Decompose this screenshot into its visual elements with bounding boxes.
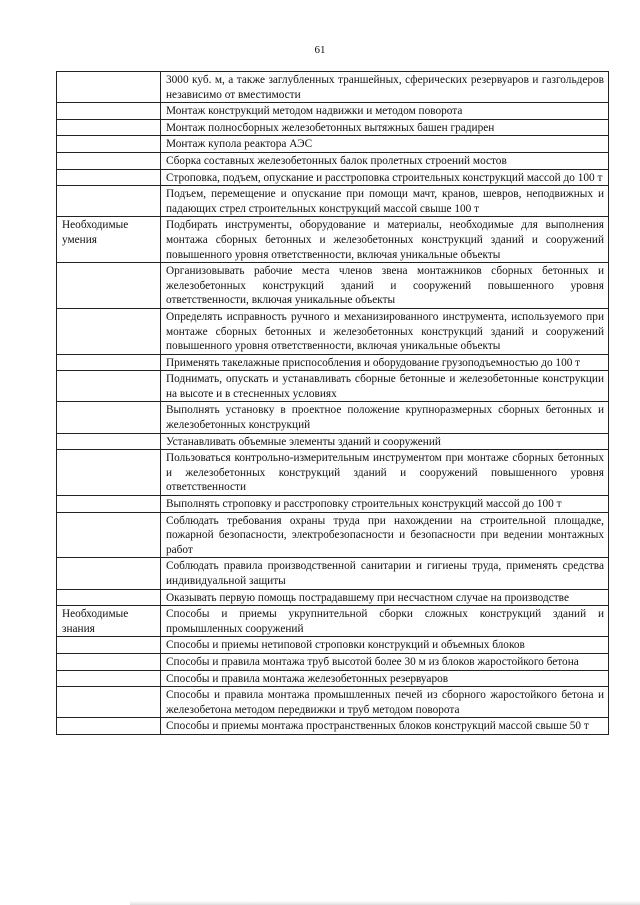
section-label-cell (57, 136, 161, 153)
requirement-item: Способы и правила монтажа труб высотой более 30 м из блоков жаростойкого бетона (161, 653, 609, 670)
section-label-cell (57, 217, 161, 263)
table-row (57, 263, 609, 309)
requirement-item: Монтаж конструкций методом надвижки и методом поворота (161, 103, 609, 120)
section-label-cell (57, 169, 161, 186)
requirement-item: Способы и правила монтажа промышленных печей из сборного жаростойкого бетона и железобетона методом передвижки и труб методом поворота (161, 687, 609, 718)
requirement-item: Способы и приемы монтажа пространственных блоков конструкций массой свыше 50 т (161, 718, 609, 735)
section-label: Необходимые умения (62, 219, 129, 246)
requirement-item: Выполнять строповку и расстроповку строительных конструкций массой до 100 т (161, 496, 609, 513)
table-row (57, 119, 609, 136)
requirement-item: Выполнять установку в проектное положение крупноразмерных сборных бетонных и железобетонных конструкций (161, 402, 609, 433)
section-label-cell (57, 433, 161, 450)
requirement-item: Монтаж полносборных железобетонных вытяжных башен градирен (161, 119, 609, 136)
requirement-item: Оказывать первую помощь пострадавшему при несчастном случае на производстве (161, 589, 609, 606)
table-row (57, 718, 609, 735)
requirement-item: Подбирать инструменты, оборудование и материалы, необходимые для выполнения монтажа сборных бетонных и железобетонных конструкций зданий и сооружений повышенного уровня ответственности, включая уникальные объекты (161, 217, 609, 263)
requirement-item: Способы и приемы укрупнительной сборки сложных конструкций зданий и промышленных сооружений (161, 606, 609, 637)
table-row (57, 512, 609, 558)
table-row (57, 354, 609, 371)
requirement-item: Пользоваться контрольно-измерительным инструментом при монтаже сборных бетонных и железобетонных конструкций зданий и сооружений повышенного уровня ответственности (161, 450, 609, 496)
table-row (57, 433, 609, 450)
section-label-cell (57, 152, 161, 169)
requirement-item: Организовывать рабочие места членов звена монтажников сборных бетонных и железобетонных конструкций зданий и сооружений повышенного уровня ответственности, включая уникальные объекты (161, 263, 609, 309)
table-row (57, 72, 609, 103)
requirement-item: Устанавливать объемные элементы зданий и сооружений (161, 433, 609, 450)
section-label-cell (57, 589, 161, 606)
section-label-cell (57, 637, 161, 654)
table-row (57, 103, 609, 120)
requirements-table-body (57, 72, 609, 735)
section-label-cell (57, 103, 161, 120)
table-row (57, 589, 609, 606)
table-row (57, 496, 609, 513)
requirement-item: Соблюдать требования охраны труда при нахождении на строительной площадке, пожарной безопасности, электробезопасности и безопасности при ведении монтажных работ (161, 512, 609, 558)
requirement-item: 3000 куб. м, а также заглубленных траншейных, сферических резервуаров и газгольдеров независимо от вместимости (161, 72, 609, 103)
section-label-cell (57, 354, 161, 371)
table-row (57, 606, 609, 637)
table-row (57, 308, 609, 354)
requirement-item: Поднимать, опускать и устанавливать сборные бетонные и железобетонные конструкции на высоте и в стесненных условиях (161, 371, 609, 402)
page-number: 61 (314, 44, 326, 56)
section-label-cell (57, 558, 161, 589)
section-label-cell (57, 72, 161, 103)
requirement-item: Монтаж купола реактора АЭС (161, 136, 609, 153)
requirements-table (56, 71, 609, 735)
section-label-cell (57, 119, 161, 136)
section-label-cell (57, 718, 161, 735)
table-row (57, 371, 609, 402)
section-label-cell (57, 512, 161, 558)
requirement-item: Подъем, перемещение и опускание при помощи мачт, кранов, шевров, неподвижных и падающих стрел строительных конструкций массой свыше 100 т (161, 186, 609, 217)
requirement-item: Соблюдать правила производственной санитарии и гигиены труда, применять средства индивидуальной защиты (161, 558, 609, 589)
table-row (57, 653, 609, 670)
section-label-cell (57, 371, 161, 402)
table-row (57, 152, 609, 169)
scan-edge (130, 901, 640, 905)
requirement-item: Сборка составных железобетонных балок пролетных строений мостов (161, 152, 609, 169)
section-label-cell (57, 402, 161, 433)
section-label-cell (57, 308, 161, 354)
requirement-item: Способы и правила монтажа железобетонных резервуаров (161, 670, 609, 687)
requirement-item: Определять исправность ручного и механизированного инструмента, используемого при монтаже сборных бетонных и железобетонных конструкций зданий и сооружений повышенного уровня ответственности, включая уникальные объекты (161, 308, 609, 354)
section-label-cell (57, 670, 161, 687)
table-row (57, 169, 609, 186)
section-label-cell (57, 606, 161, 637)
table-row (57, 450, 609, 496)
table-row (57, 637, 609, 654)
requirement-item: Строповка, подъем, опускание и расстроповка строительных конструкций массой до 100 т (161, 169, 609, 186)
table-row (57, 402, 609, 433)
table-row (57, 217, 609, 263)
section-label-cell (57, 186, 161, 217)
section-label-cell (57, 653, 161, 670)
table-row (57, 670, 609, 687)
table-row (57, 558, 609, 589)
section-label-cell (57, 687, 161, 718)
section-label-cell (57, 496, 161, 513)
table-row (57, 136, 609, 153)
requirement-item: Способы и приемы нетиповой строповки конструкций и объемных блоков (161, 637, 609, 654)
requirement-item: Применять такелажные приспособления и оборудование грузоподъемностью до 100 т (161, 354, 609, 371)
section-label: Необходимые знания (62, 608, 129, 635)
table-row (57, 687, 609, 718)
section-label-cell (57, 263, 161, 309)
table-row (57, 186, 609, 217)
section-label-cell (57, 450, 161, 496)
